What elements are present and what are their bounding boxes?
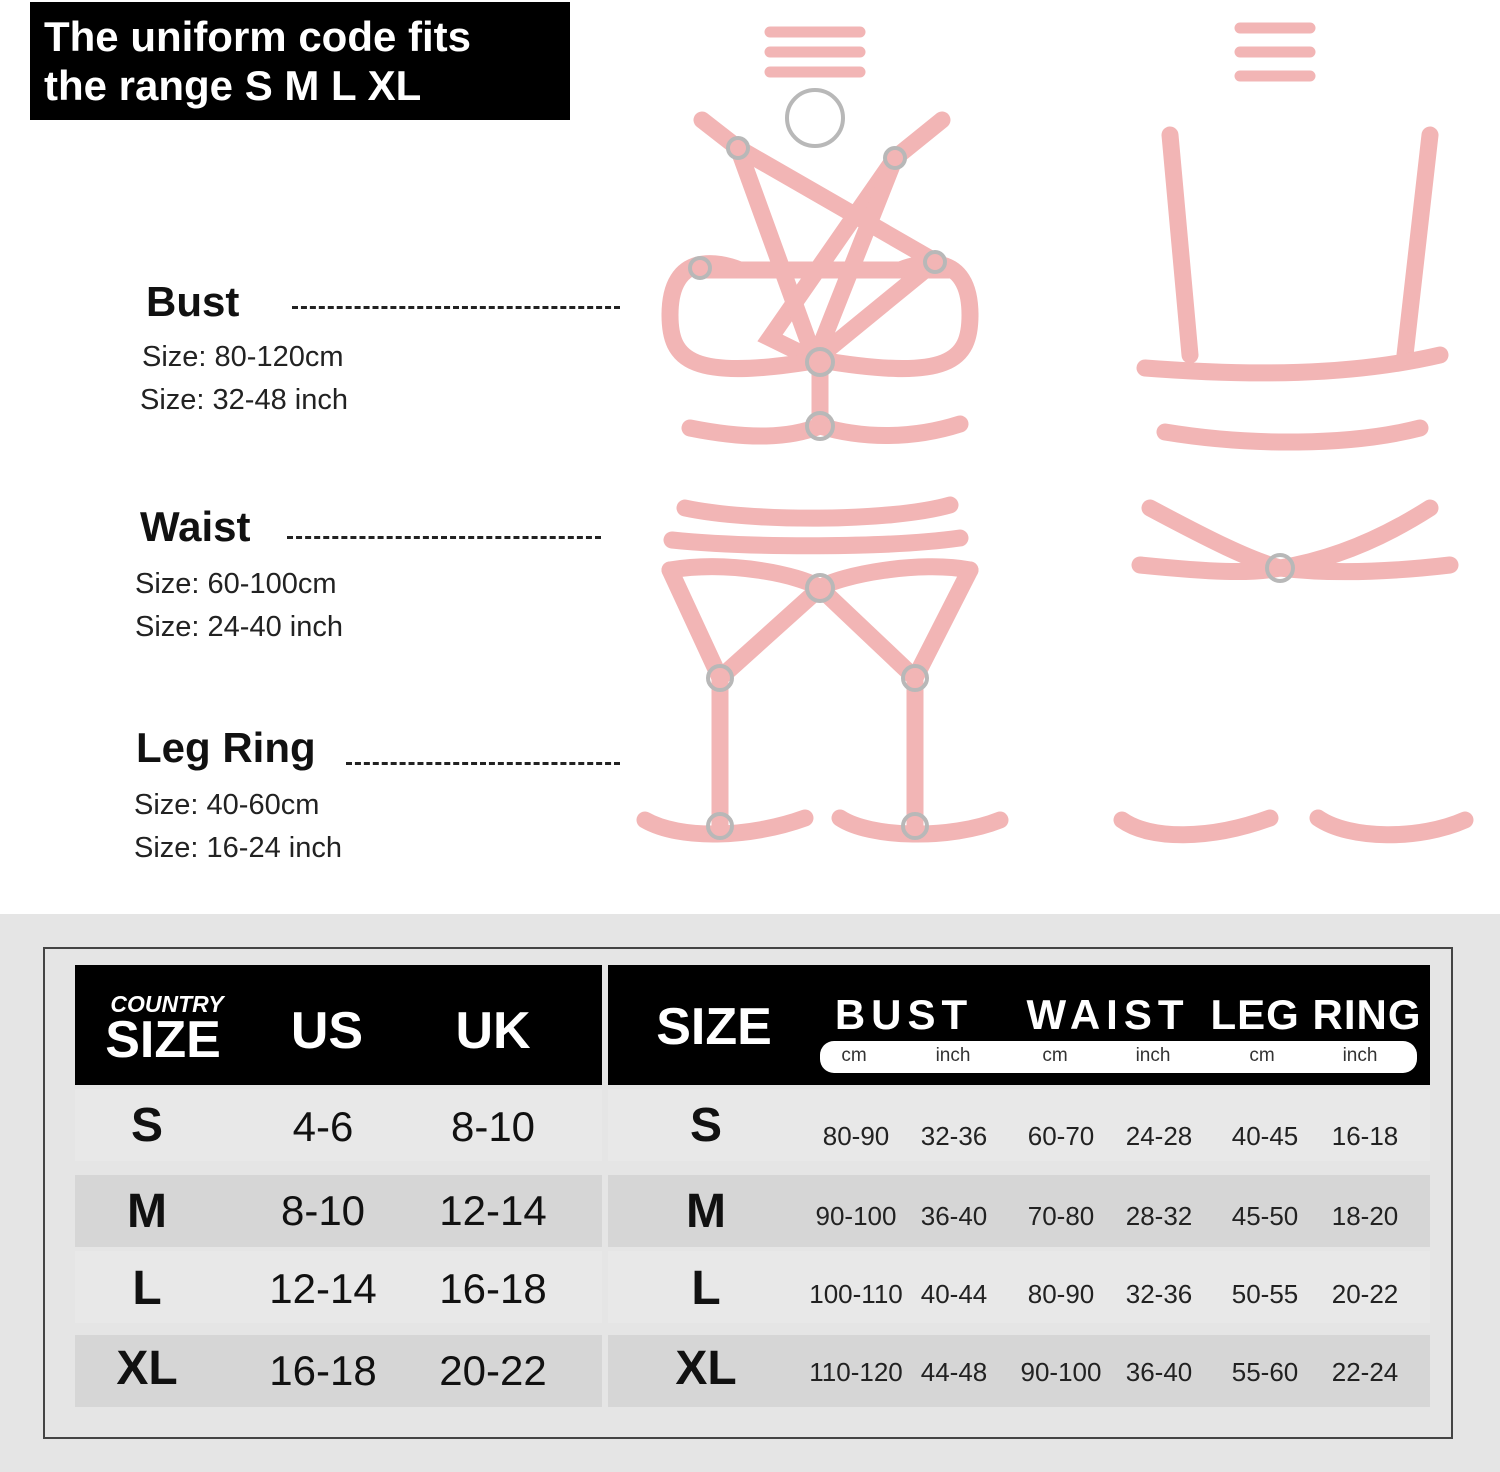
row-size: XL: [675, 1342, 737, 1395]
row-size: M: [127, 1185, 167, 1238]
size-label: SIZE: [105, 1011, 221, 1069]
row-size: L: [691, 1262, 721, 1315]
row-us: 4-6: [292, 1103, 354, 1150]
row-waist-inch: 36-40: [1125, 1357, 1193, 1387]
row-bust-cm: 90-100: [815, 1201, 897, 1231]
uk-header: UK: [455, 1002, 531, 1060]
row-uk: 16-18: [439, 1265, 547, 1312]
row-bust-cm: 80-90: [822, 1121, 890, 1151]
unit-waist-cm: cm: [1042, 1045, 1068, 1066]
unit-bust-inch: inch: [935, 1045, 971, 1066]
title-banner: [30, 2, 570, 120]
us-header: US: [290, 1002, 364, 1060]
row-leg-inch: 16-18: [1331, 1121, 1399, 1151]
table-row: [75, 1089, 602, 1161]
bust-dash-line: [292, 306, 620, 309]
row-waist-cm: 70-80: [1027, 1201, 1095, 1231]
row-leg-cm: 45-50: [1231, 1201, 1299, 1231]
banner-line-2: the range S M L XL: [44, 62, 422, 109]
leg-ring-inch: Size: 16-24 inch: [134, 832, 342, 864]
row-us: 8-10: [280, 1187, 366, 1234]
table-row: [608, 1251, 1430, 1323]
unit-bust-cm: cm: [841, 1045, 867, 1066]
country-table-header: [75, 965, 602, 1085]
row-bust-inch: 44-48: [920, 1357, 988, 1387]
row-leg-cm: 40-45: [1231, 1121, 1299, 1151]
row-us: 12-14: [269, 1265, 377, 1312]
row-bust-cm: 100-110: [809, 1279, 903, 1309]
units-pill: [820, 1041, 1417, 1073]
waist-header: WAIST: [1026, 991, 1190, 1038]
measurement-table-header: [608, 965, 1430, 1085]
row-leg-cm: 55-60: [1231, 1357, 1299, 1387]
row-bust-cm: 110-120: [809, 1357, 903, 1387]
row-uk: 12-14: [439, 1187, 547, 1234]
unit-leg-inch: inch: [1342, 1045, 1378, 1066]
leg-ring-measure: [134, 724, 342, 870]
table-row: [75, 1251, 602, 1323]
metal-rings: [690, 90, 1293, 838]
row-uk: 8-10: [450, 1103, 536, 1150]
row-uk: 20-22: [439, 1347, 547, 1394]
unit-leg-cm: cm: [1249, 1045, 1275, 1066]
row-waist-cm: 60-70: [1027, 1121, 1095, 1151]
waist-inch: Size: 24-40 inch: [135, 611, 343, 643]
country-label: COUNTRY: [110, 991, 224, 1017]
leg-ring-cm: Size: 40-60cm: [134, 789, 320, 821]
measurement-size-table: [608, 965, 1430, 1435]
row-bust-inch: 32-36: [920, 1121, 988, 1151]
leg-ring-header: LEG RING: [1210, 991, 1422, 1038]
row-size: S: [130, 1099, 164, 1152]
row-leg-inch: 20-22: [1331, 1279, 1399, 1309]
bust-measure: [140, 278, 348, 422]
table-row: [75, 1175, 602, 1247]
row-size: S: [689, 1099, 723, 1152]
bust-heading: Bust: [146, 278, 240, 325]
waist-cm: Size: 60-100cm: [135, 568, 337, 600]
row-leg-inch: 18-20: [1331, 1201, 1399, 1231]
row-waist-cm: 90-100: [1020, 1357, 1102, 1387]
front-harness-straps: [645, 28, 1465, 835]
unit-waist-inch: inch: [1135, 1045, 1171, 1066]
row-bust-inch: 36-40: [920, 1201, 988, 1231]
row-waist-inch: 32-36: [1125, 1279, 1193, 1309]
row-waist-inch: 28-32: [1125, 1201, 1193, 1231]
row-size: XL: [116, 1342, 178, 1395]
row-us: 16-18: [269, 1347, 377, 1394]
bust-inch: Size: 32-48 inch: [140, 384, 348, 416]
banner-line-1: The uniform code fits: [44, 13, 472, 60]
row-leg-cm: 50-55: [1231, 1279, 1299, 1309]
leg-ring-heading: Leg Ring: [136, 724, 316, 771]
row-size: M: [686, 1185, 726, 1238]
row-waist-inch: 24-28: [1125, 1121, 1193, 1151]
table-row: [608, 1089, 1430, 1161]
leg-ring-dash-line: [346, 762, 620, 765]
bust-header: BUST: [834, 991, 974, 1038]
harness-illustration: [630, 0, 1490, 900]
country-size-table: [75, 965, 602, 1435]
bust-cm: Size: 80-120cm: [142, 341, 344, 373]
table-row: [608, 1175, 1430, 1247]
row-waist-cm: 80-90: [1027, 1279, 1095, 1309]
size-header: SIZE: [656, 998, 772, 1056]
waist-dash-line: [287, 536, 601, 539]
row-leg-inch: 22-24: [1331, 1357, 1399, 1387]
row-bust-inch: 40-44: [920, 1279, 988, 1309]
waist-heading: Waist: [140, 503, 251, 550]
table-row: [75, 1335, 602, 1407]
table-row: [608, 1335, 1430, 1407]
waist-measure: [135, 503, 343, 649]
row-size: L: [132, 1262, 162, 1315]
